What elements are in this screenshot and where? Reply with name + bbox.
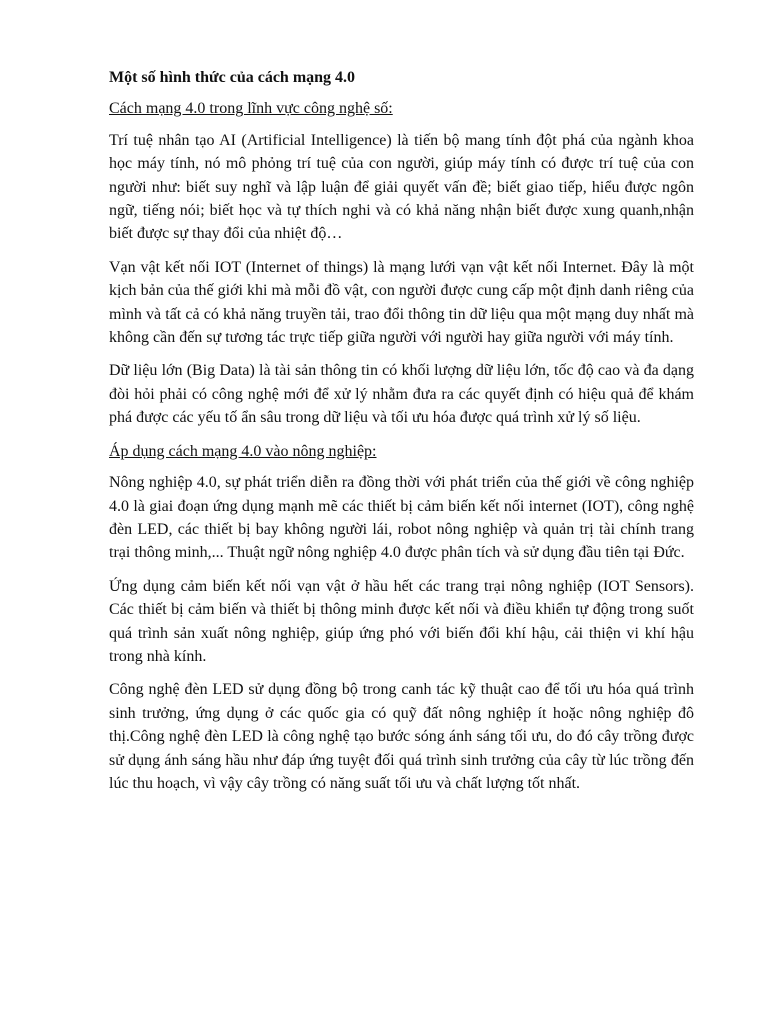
section-heading-agriculture: Áp dụng cách mạng 4.0 vào nông nghiệp: xyxy=(109,442,377,460)
paragraph-led-technology: Công nghệ đèn LED sử dụng đồng bộ trong canh tác kỹ thuật cao để tối ưu hóa quá trình sinh trưởng, ứng dụng ở các quốc gia có quỹ đất nông nghiệp ít hoặc nông nghiệp đô thị.Công nghệ đèn LED là công nghệ tạo bước sóng ánh sáng tối ưu, do đó cây trồng được sử dụng ánh sáng hầu như đáp ứng tuyệt đối quá trình sinh trưởng của cây từ lúc trồng đến lúc thu hoạch, vì vậy cây trồng có năng suất tối ưu và chất lượng tốt nhất. xyxy=(109,681,694,792)
document-title: Một số hình thức của cách mạng 4.0 xyxy=(109,69,356,86)
paragraph-ai: Trí tuệ nhân tạo AI (Artificial Intelligence) là tiến bộ mang tính đột phá của ngành khoa học máy tính, nó mô phỏng trí tuệ của con người, giúp máy tính có được trí tuệ của con người như: biết suy nghĩ và lập luận để giải quyết vấn đề; biết giao tiếp, hiểu được ngôn ngữ, tiếng nói; biết học và tự thích nghi và có khả năng nhận biết được xung quanh,nhận biết được sự thay đổi của nhiệt độ… xyxy=(109,131,694,243)
section-heading-digital-technology: Cách mạng 4.0 trong lĩnh vực công nghệ số: xyxy=(109,100,393,118)
paragraph-agriculture-4-0: Nông nghiệp 4.0, sự phát triển diễn ra đồng thời với phát triển của thế giới về công nghiệp 4.0 là giai đoạn ứng dụng mạnh mẽ các thiết bị cảm biến kết nối internet (IOT), công nghệ đèn LED, các thiết bị bay không người lái, robot nông nghiệp và quản trị tài chính trang trại thông minh,... Thuật ngữ nông nghiệp 4.0 được phân tích và sử dụng đầu tiên tại Đức. xyxy=(109,474,694,562)
document-page xyxy=(109,66,694,805)
paragraph-big-data: Dữ liệu lớn (Big Data) là tài sản thông tin có khối lượng dữ liệu lớn, tốc độ cao và đa dạng đòi hỏi phải có công nghệ mới để xử lý nhằm đưa ra các quyết định có hiệu quả để khám phá được các yếu tố ẩn sâu trong dữ liệu và tối ưu hóa được quá trình xử lý số liệu. xyxy=(109,362,694,427)
paragraph-iot: Vạn vật kết nối IOT (Internet of things) là mạng lưới vạn vật kết nối Internet. Đây là một kịch bản của thế giới khi mà mỗi đồ vật, con người được cung cấp một định danh riêng của mình và tất cả có khả năng truyền tải, trao đổi thông tin dữ liệu qua một mạng duy nhất mà không cần đến sự tương tác trực tiếp giữa người với người hay giữa người với máy tính. xyxy=(109,258,694,347)
paragraph-iot-sensors: Ứng dụng cảm biến kết nối vạn vật ở hầu hết các trang trại nông nghiệp (IOT Sensors). Các thiết bị cảm biến và thiết bị thông minh được kết nối và điều khiển tự động trong suốt quá trình sản xuất nông nghiệp, giúp ứng phó với biến đổi khí hậu, cải thiện vi khí hậu trong nhà kính. xyxy=(109,577,694,665)
